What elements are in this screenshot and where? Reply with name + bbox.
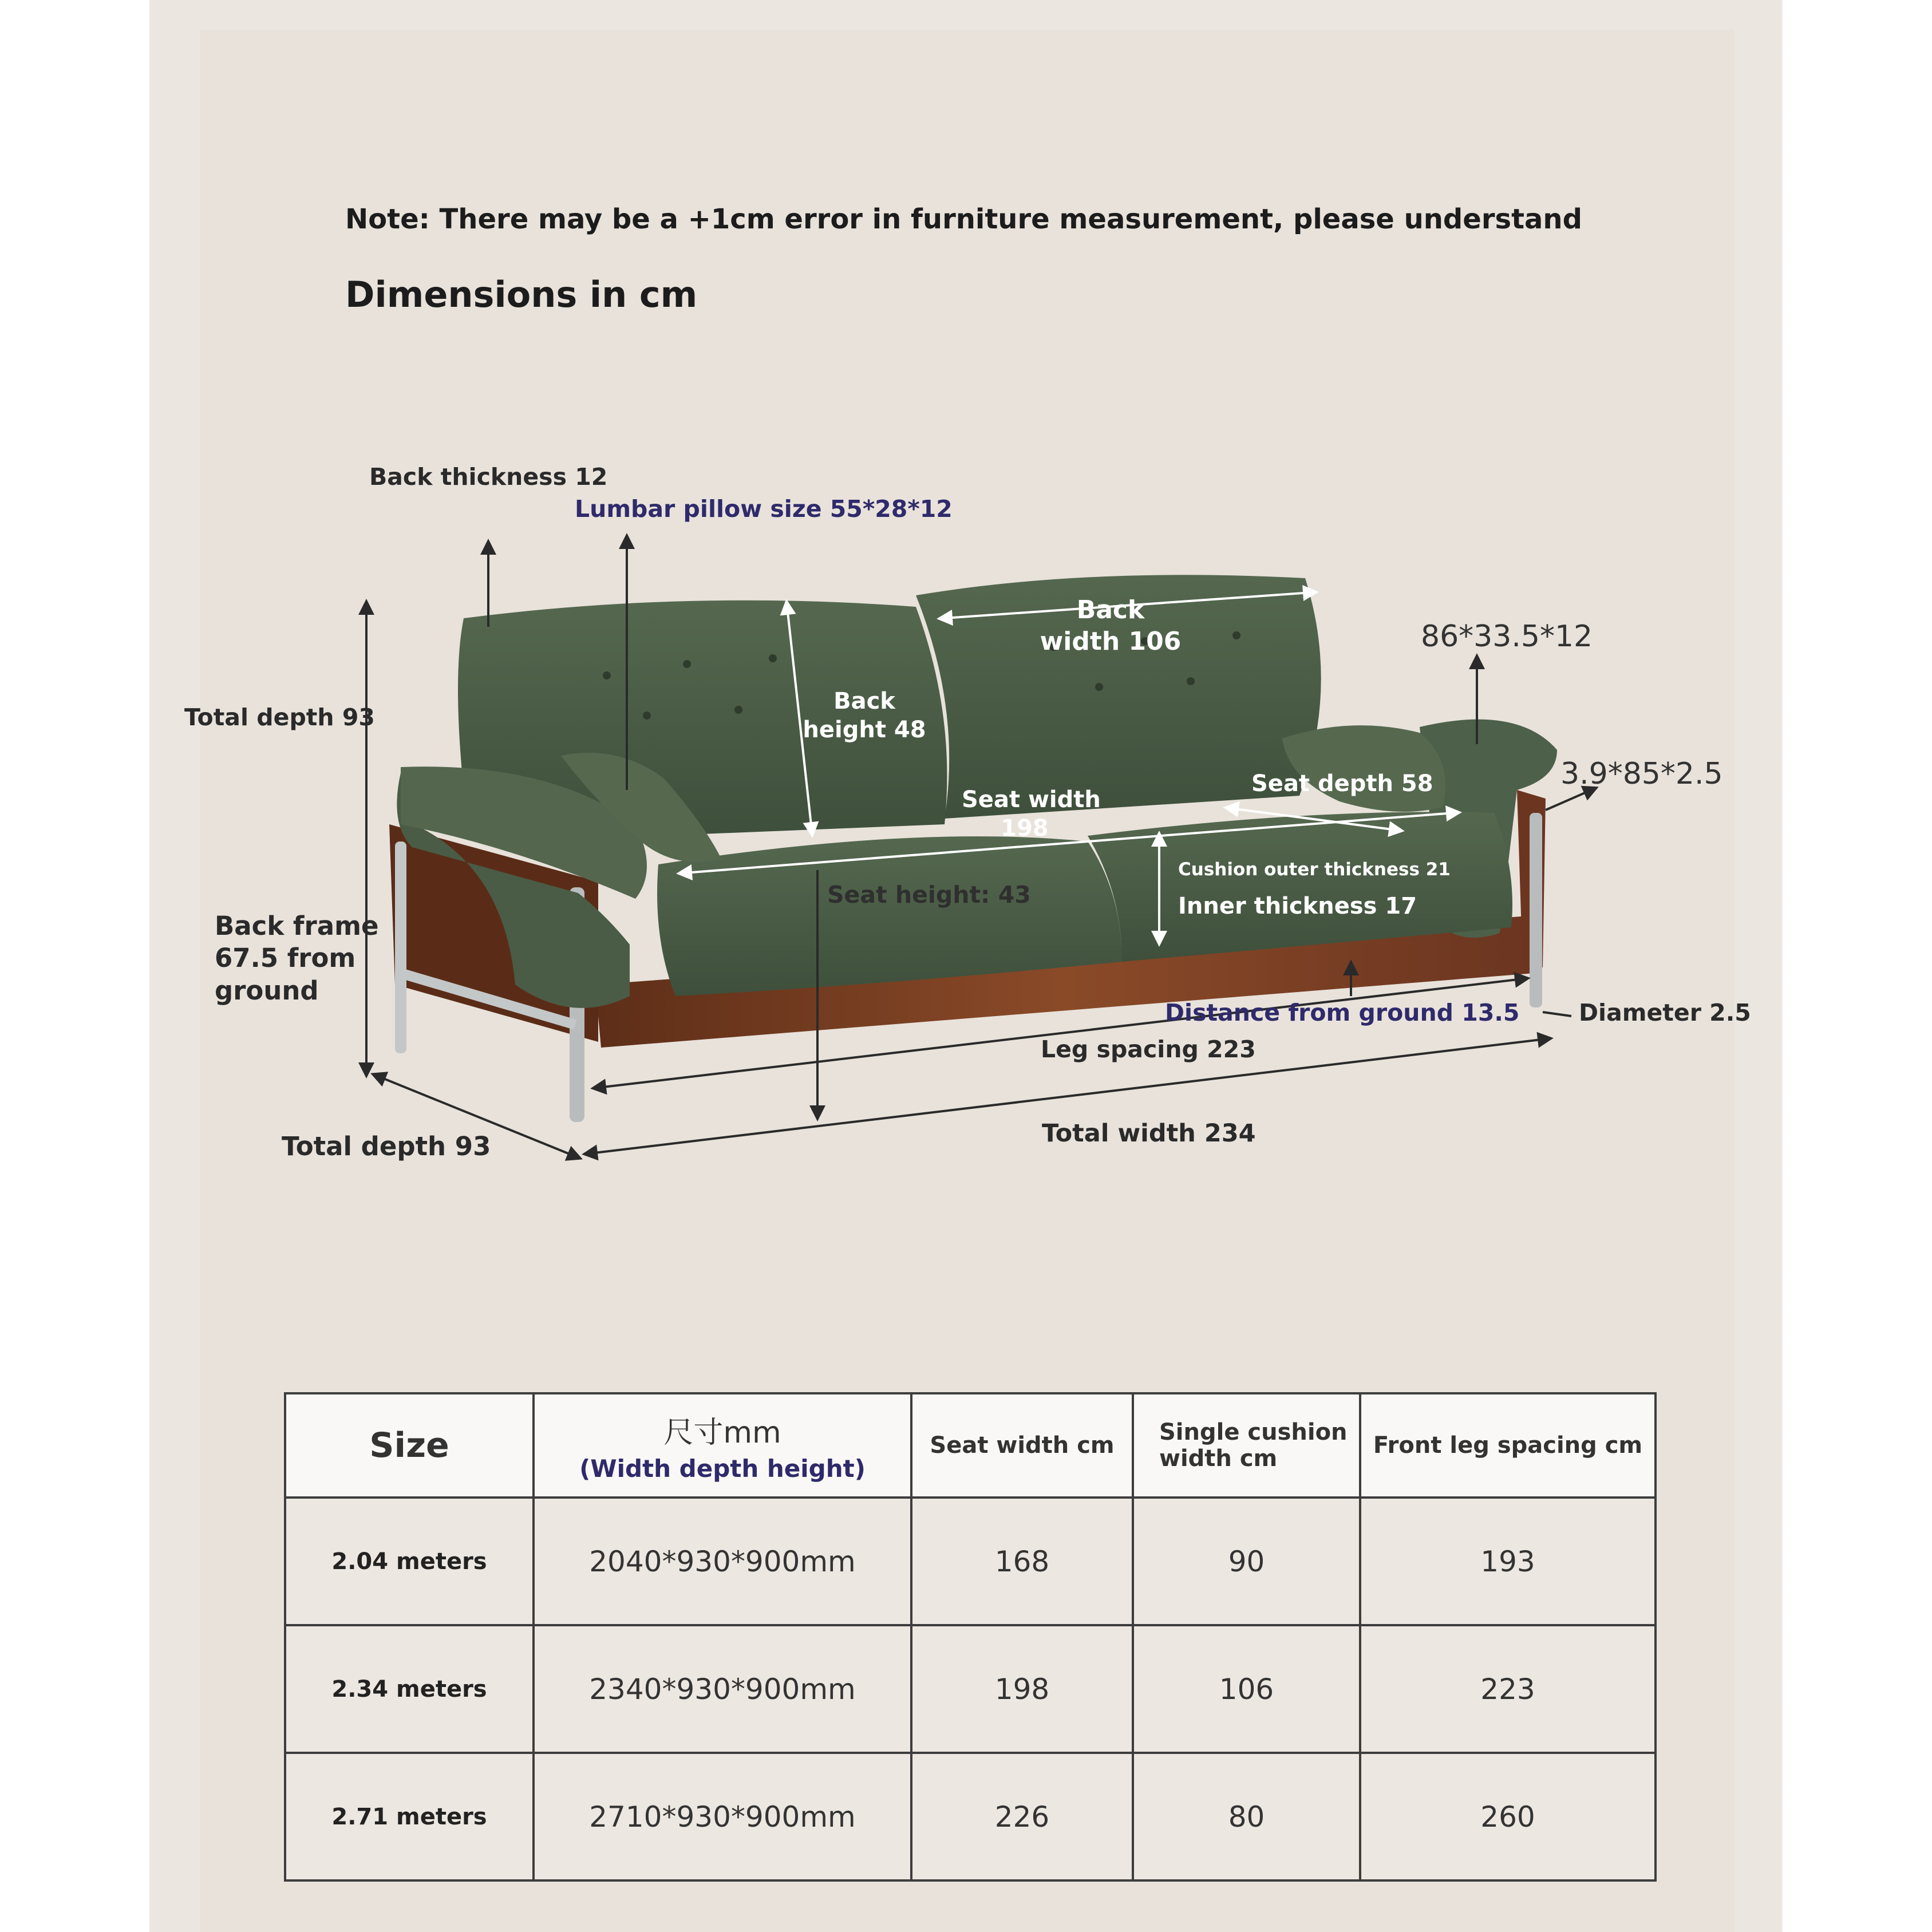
inner-thickness-label: Inner thickness 17 [1178,893,1417,919]
cell-size: 2.71 meters [285,1753,534,1880]
frame-size-label: 3.9*85*2.5 [1560,757,1723,791]
cell-mm: 2040*930*900mm [534,1498,911,1625]
header-mm-line1: 尺寸mm [663,1416,781,1450]
cushion-outer-label: Cushion outer thickness 21 [1178,859,1451,880]
cell-cushion-width: 80 [1133,1753,1360,1880]
back-height-label [799,687,930,744]
table-row [285,1625,1656,1753]
back-height-line1: Back [833,688,895,714]
seat-width-line2: 198 [1001,815,1049,841]
header-seat-width: Seat width cm [911,1393,1133,1498]
cell-mm: 2710*930*900mm [534,1753,911,1880]
total-depth-bottom-label: Total depth 93 [282,1131,491,1161]
back-frame-line3: ground [215,975,319,1006]
cell-front-leg: 223 [1360,1625,1656,1753]
table-row [285,1753,1656,1880]
cell-front-leg: 193 [1360,1498,1656,1625]
size-spec-table [284,1392,1657,1882]
right-leg [1530,813,1542,1008]
total-width-label: Total width 234 [1042,1119,1256,1148]
lumbar-pillow-label: Lumbar pillow size 55*28*12 [575,495,953,523]
dimensions-title: Dimensions in cm [345,274,698,315]
cell-size: 2.04 meters [285,1498,534,1625]
cell-cushion-width: 106 [1133,1625,1360,1753]
table-row [285,1498,1656,1625]
diameter-arrow [1543,1012,1571,1016]
back-width-line1: Back [1076,595,1145,625]
measurement-note: Note: There may be a +1cm error in furniture measurement, please understand [345,203,1582,235]
cell-size: 2.34 meters [285,1625,534,1753]
back-thickness-label: Back thickness 12 [369,463,608,491]
cell-mm: 2340*930*900mm [534,1625,911,1753]
arm-size-label: 86*33.5*12 [1421,619,1593,654]
frame-size-arrow [1546,790,1591,810]
back-width-label [1025,594,1196,657]
lumbar-pillow-right [1282,725,1445,812]
header-mm-line2: (Width depth height) [579,1455,866,1483]
seat-width-label [962,785,1101,843]
seat-depth-label: Seat depth 58 [1251,771,1433,797]
cell-front-leg: 260 [1360,1753,1656,1880]
cell-cushion-width: 90 [1133,1498,1360,1625]
header-size: Size [285,1393,534,1498]
diameter-label: Diameter 2.5 [1579,999,1751,1026]
seat-width-line1: Seat width [962,787,1101,813]
back-width-line2: width 106 [1040,627,1182,656]
back-frame-line1: Back frame [215,911,379,941]
ground-distance-label: Distance from ground 13.5 [1165,999,1520,1026]
cell-seat-width: 226 [911,1753,1133,1880]
header-dimensions-mm [534,1393,911,1498]
cell-seat-width: 168 [911,1498,1133,1625]
back-frame-line2: 67.5 from [215,943,356,974]
header-front-leg-spacing: Front leg spacing cm [1360,1393,1656,1498]
back-frame-label [215,910,378,1007]
table-header-row [285,1393,1656,1498]
seat-height-label: Seat height: 43 [827,881,1031,908]
cell-seat-width: 198 [911,1625,1133,1753]
header-cushion-width: Single cushion width cm [1133,1393,1360,1498]
leg-spacing-label: Leg spacing 223 [1041,1036,1256,1063]
total-depth-vertical-label: Total depth 93 [184,704,375,731]
back-left-leg [395,841,406,1053]
back-height-line2: height 48 [803,717,926,743]
